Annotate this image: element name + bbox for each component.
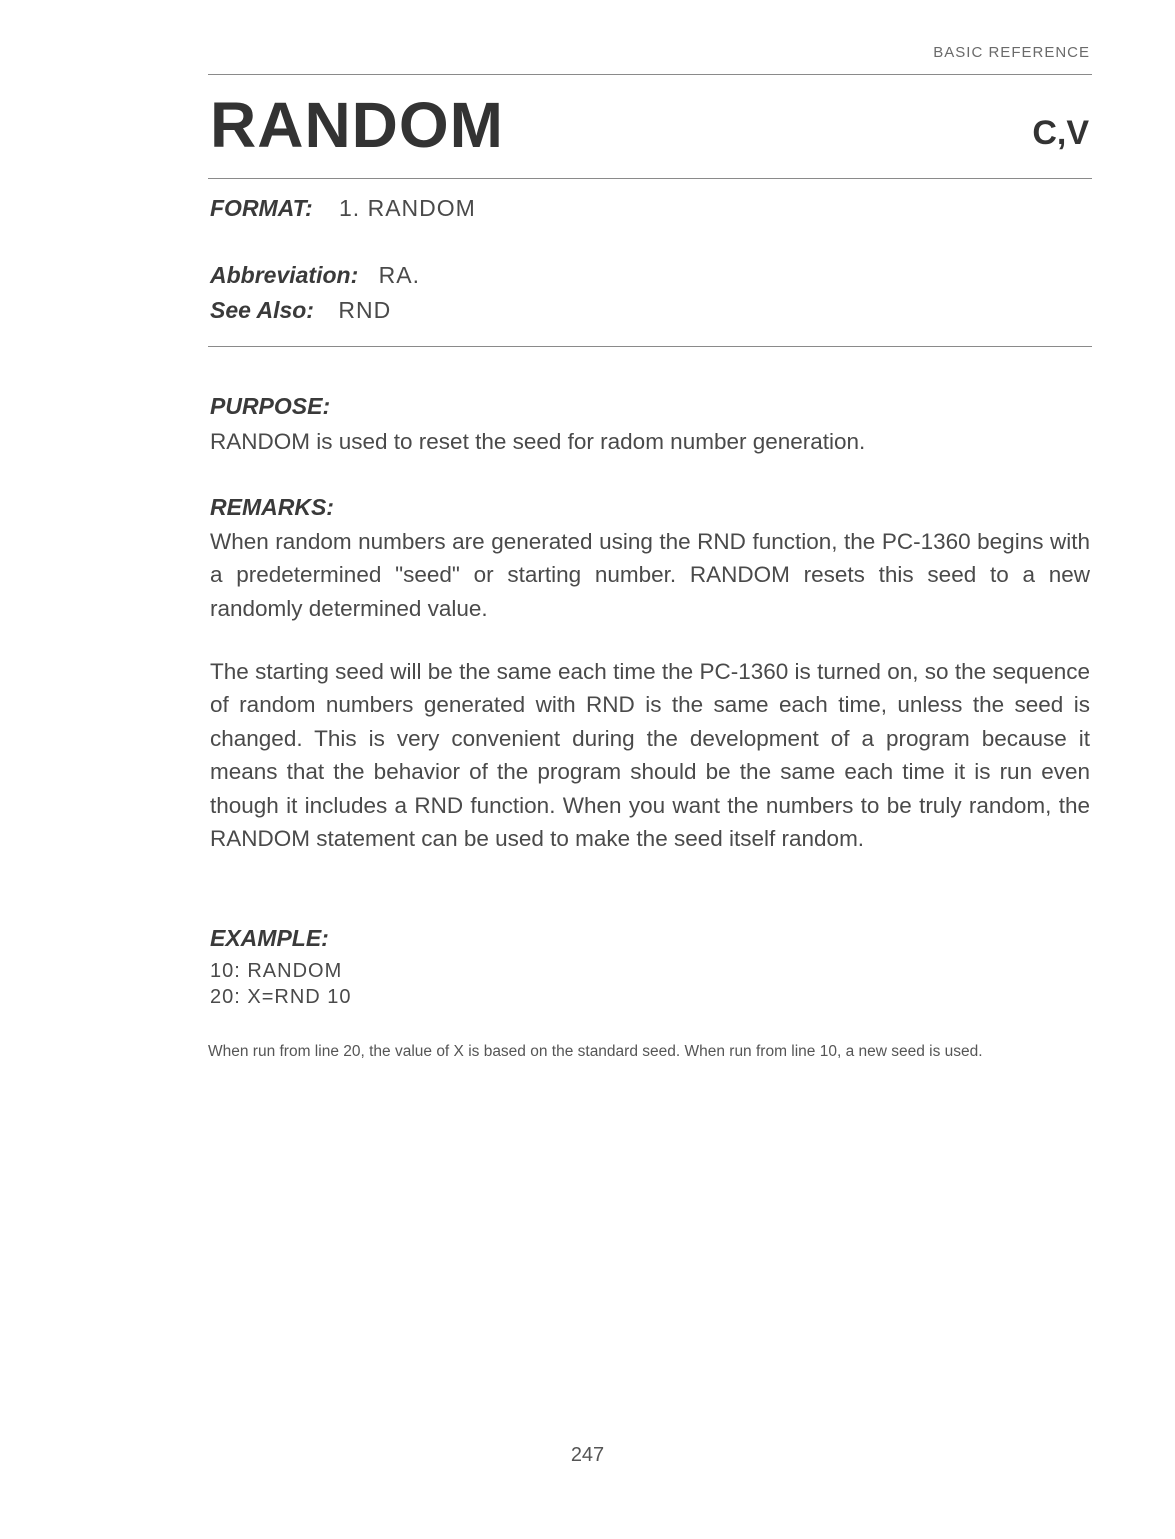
example-code-line-2: 20: X=RND 10 [210, 986, 352, 1008]
purpose-text: RANDOM is used to reset the seed for radom number generation. [210, 429, 866, 454]
remarks-paragraph-1: When random numbers are generated using the RND function, the PC-1360 begins with a predetermined "seed" or starting number. RANDOM resets this seed to a new randomly determined value. [210, 529, 1090, 621]
page-number: 247 [570, 1444, 605, 1466]
example-code-line-1: 10: RANDOM [210, 960, 343, 982]
format-label: FORMAT: [210, 195, 313, 221]
command-modes: C,V [1032, 114, 1089, 152]
info-rule [208, 346, 1092, 347]
remarks-paragraph-2: The starting seed will be the same each time the PC-1360 is turned on, so the sequence of random numbers generated with RND is the same each time, unless the seed is changed. This is very convenient during the development of a program because it means that the behavior of the program should be the same each time it is run even though it includes a RND function. When you want the numbers to be truly random, the RANDOM statement can be used to make the seed itself random. [210, 659, 1090, 852]
remarks-heading: REMARKS: [210, 494, 334, 520]
see-also-value: RND [338, 297, 392, 323]
format-value: 1. RANDOM [339, 195, 476, 221]
purpose-heading: PURPOSE: [210, 393, 331, 419]
example-heading: EXAMPLE: [210, 925, 329, 951]
header-rule [208, 74, 1092, 75]
see-also-label: See Also: [210, 297, 314, 323]
example-note: When run from line 20, the value of X is based on the standard seed. When run from line 10, a new seed is used. [208, 1043, 983, 1060]
abbreviation-line [210, 262, 420, 289]
abbreviation-label: Abbreviation: [210, 262, 359, 288]
title-rule [208, 178, 1092, 179]
command-title: RANDOM [210, 89, 504, 161]
section-header: BASIC REFERENCE [933, 44, 1090, 61]
format-line [210, 195, 476, 222]
see-also-line [210, 297, 391, 324]
abbreviation-value: RA. [378, 262, 420, 288]
